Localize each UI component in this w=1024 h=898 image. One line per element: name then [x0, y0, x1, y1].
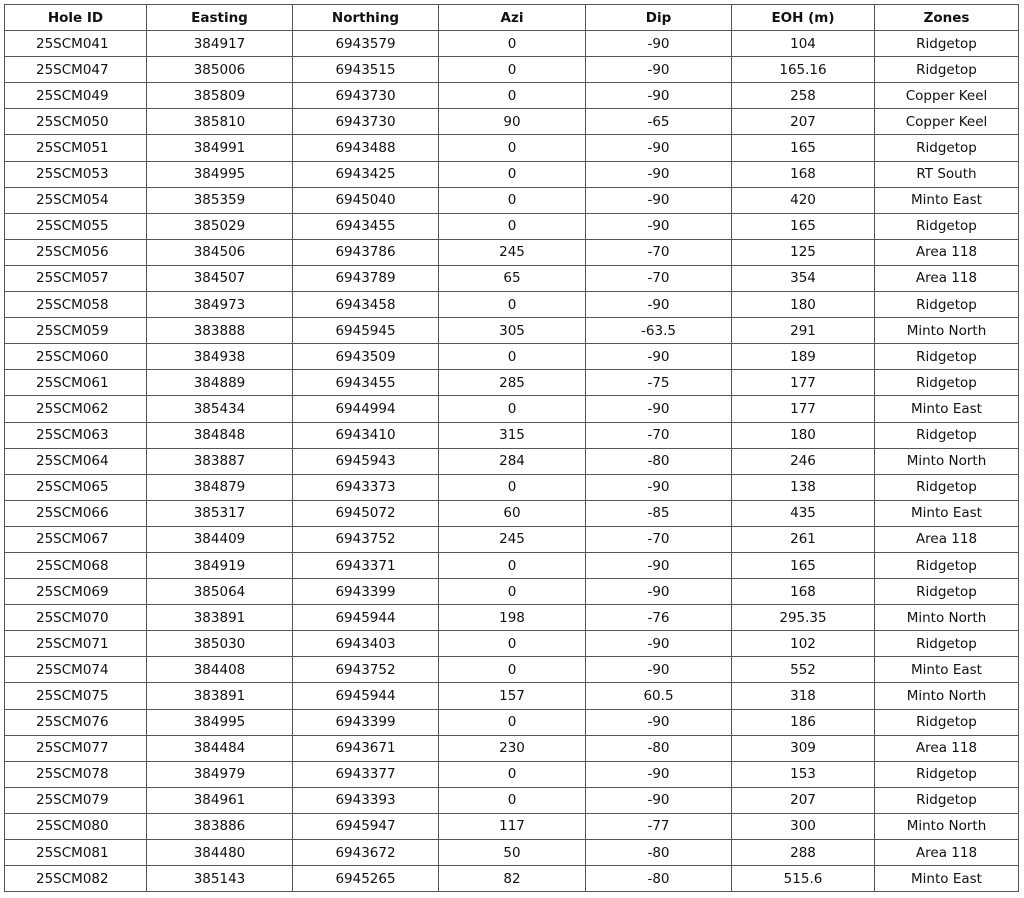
cell-azi: 0 [439, 135, 586, 161]
table-row [5, 813, 1019, 839]
cell-dip: 60.5 [586, 683, 732, 709]
cell-azi: 50 [439, 840, 586, 866]
cell-northing: 6945943 [293, 448, 439, 474]
cell-easting: 385064 [147, 579, 293, 605]
cell-northing: 6943730 [293, 83, 439, 109]
cell-easting: 383886 [147, 813, 293, 839]
cell-easting: 384506 [147, 239, 293, 265]
cell-zone: Ridgetop [875, 709, 1019, 735]
cell-eoh: 420 [732, 187, 875, 213]
cell-dip: -90 [586, 83, 732, 109]
cell-northing: 6945947 [293, 813, 439, 839]
cell-zone: Ridgetop [875, 370, 1019, 396]
cell-easting: 384961 [147, 787, 293, 813]
header-eoh: EOH (m) [732, 5, 875, 31]
cell-easting: 385809 [147, 83, 293, 109]
cell-easting: 384848 [147, 422, 293, 448]
cell-dip: -90 [586, 579, 732, 605]
cell-hole-id: 25SCM062 [5, 396, 147, 422]
cell-easting: 383891 [147, 683, 293, 709]
cell-hole-id: 25SCM058 [5, 292, 147, 318]
cell-northing: 6943455 [293, 370, 439, 396]
cell-azi: 315 [439, 422, 586, 448]
cell-azi: 0 [439, 57, 586, 83]
cell-dip: -80 [586, 840, 732, 866]
cell-zone: Area 118 [875, 239, 1019, 265]
cell-zone: Ridgetop [875, 787, 1019, 813]
cell-hole-id: 25SCM079 [5, 787, 147, 813]
cell-dip: -76 [586, 605, 732, 631]
cell-eoh: 180 [732, 292, 875, 318]
cell-northing: 6943410 [293, 422, 439, 448]
cell-northing: 6945944 [293, 605, 439, 631]
cell-dip: -90 [586, 657, 732, 683]
cell-easting: 384995 [147, 709, 293, 735]
table-row [5, 735, 1019, 761]
cell-eoh: 104 [732, 31, 875, 57]
cell-dip: -90 [586, 631, 732, 657]
cell-eoh: 309 [732, 735, 875, 761]
cell-azi: 0 [439, 31, 586, 57]
cell-dip: -90 [586, 787, 732, 813]
cell-azi: 0 [439, 187, 586, 213]
cell-easting: 385030 [147, 631, 293, 657]
table-row [5, 709, 1019, 735]
cell-eoh: 258 [732, 83, 875, 109]
table-row [5, 552, 1019, 578]
table-row [5, 422, 1019, 448]
cell-eoh: 354 [732, 265, 875, 291]
cell-hole-id: 25SCM077 [5, 735, 147, 761]
cell-zone: Minto East [875, 396, 1019, 422]
cell-zone: Ridgetop [875, 631, 1019, 657]
cell-northing: 6943458 [293, 292, 439, 318]
cell-dip: -70 [586, 239, 732, 265]
cell-dip: -90 [586, 213, 732, 239]
cell-zone: Ridgetop [875, 135, 1019, 161]
cell-zone: Ridgetop [875, 761, 1019, 787]
cell-zone: Area 118 [875, 265, 1019, 291]
cell-dip: -70 [586, 422, 732, 448]
cell-dip: -90 [586, 187, 732, 213]
table-row [5, 239, 1019, 265]
cell-hole-id: 25SCM055 [5, 213, 147, 239]
cell-azi: 0 [439, 761, 586, 787]
cell-easting: 384879 [147, 474, 293, 500]
cell-azi: 117 [439, 813, 586, 839]
cell-northing: 6943455 [293, 213, 439, 239]
cell-azi: 0 [439, 657, 586, 683]
table-row [5, 657, 1019, 683]
cell-zone: Minto North [875, 605, 1019, 631]
cell-easting: 385006 [147, 57, 293, 83]
header-zones: Zones [875, 5, 1019, 31]
cell-eoh: 102 [732, 631, 875, 657]
cell-dip: -80 [586, 448, 732, 474]
cell-northing: 6943373 [293, 474, 439, 500]
cell-azi: 0 [439, 552, 586, 578]
cell-northing: 6945072 [293, 500, 439, 526]
cell-zone: Ridgetop [875, 57, 1019, 83]
cell-hole-id: 25SCM050 [5, 109, 147, 135]
cell-azi: 305 [439, 318, 586, 344]
cell-eoh: 291 [732, 318, 875, 344]
table-row [5, 83, 1019, 109]
cell-hole-id: 25SCM075 [5, 683, 147, 709]
cell-eoh: 168 [732, 161, 875, 187]
cell-dip: -90 [586, 31, 732, 57]
cell-hole-id: 25SCM056 [5, 239, 147, 265]
cell-eoh: 180 [732, 422, 875, 448]
table-row [5, 396, 1019, 422]
cell-hole-id: 25SCM049 [5, 83, 147, 109]
cell-northing: 6943579 [293, 31, 439, 57]
cell-easting: 384507 [147, 265, 293, 291]
cell-eoh: 435 [732, 500, 875, 526]
cell-northing: 6943403 [293, 631, 439, 657]
cell-azi: 157 [439, 683, 586, 709]
cell-eoh: 125 [732, 239, 875, 265]
cell-eoh: 552 [732, 657, 875, 683]
cell-northing: 6943789 [293, 265, 439, 291]
cell-easting: 383891 [147, 605, 293, 631]
cell-azi: 0 [439, 709, 586, 735]
cell-easting: 384408 [147, 657, 293, 683]
cell-dip: -70 [586, 265, 732, 291]
cell-azi: 0 [439, 787, 586, 813]
cell-eoh: 246 [732, 448, 875, 474]
table-row [5, 318, 1019, 344]
cell-zone: Copper Keel [875, 109, 1019, 135]
cell-easting: 384889 [147, 370, 293, 396]
cell-eoh: 165.16 [732, 57, 875, 83]
table-row [5, 761, 1019, 787]
cell-hole-id: 25SCM076 [5, 709, 147, 735]
cell-zone: Copper Keel [875, 83, 1019, 109]
cell-easting: 384480 [147, 840, 293, 866]
cell-dip: -90 [586, 761, 732, 787]
table-body [5, 31, 1019, 892]
table-row [5, 161, 1019, 187]
table-row [5, 683, 1019, 709]
header-row [5, 5, 1019, 31]
cell-hole-id: 25SCM057 [5, 265, 147, 291]
cell-azi: 0 [439, 83, 586, 109]
table-row [5, 526, 1019, 552]
cell-northing: 6945040 [293, 187, 439, 213]
cell-easting: 384409 [147, 526, 293, 552]
cell-northing: 6943393 [293, 787, 439, 813]
cell-northing: 6943425 [293, 161, 439, 187]
cell-dip: -80 [586, 866, 732, 892]
table-row [5, 787, 1019, 813]
cell-easting: 385029 [147, 213, 293, 239]
cell-azi: 284 [439, 448, 586, 474]
cell-easting: 384938 [147, 344, 293, 370]
cell-hole-id: 25SCM082 [5, 866, 147, 892]
table-row [5, 866, 1019, 892]
cell-easting: 384973 [147, 292, 293, 318]
cell-azi: 65 [439, 265, 586, 291]
cell-eoh: 177 [732, 370, 875, 396]
table-row [5, 631, 1019, 657]
cell-easting: 384979 [147, 761, 293, 787]
cell-eoh: 165 [732, 213, 875, 239]
header-hole-id: Hole ID [5, 5, 147, 31]
cell-azi: 82 [439, 866, 586, 892]
cell-easting: 385434 [147, 396, 293, 422]
cell-zone: Ridgetop [875, 31, 1019, 57]
cell-northing: 6943399 [293, 709, 439, 735]
cell-dip: -90 [586, 344, 732, 370]
cell-dip: -90 [586, 57, 732, 83]
cell-zone: Minto East [875, 866, 1019, 892]
cell-eoh: 189 [732, 344, 875, 370]
cell-hole-id: 25SCM063 [5, 422, 147, 448]
cell-hole-id: 25SCM059 [5, 318, 147, 344]
cell-azi: 0 [439, 213, 586, 239]
cell-azi: 285 [439, 370, 586, 396]
cell-eoh: 186 [732, 709, 875, 735]
cell-dip: -90 [586, 552, 732, 578]
cell-azi: 0 [439, 344, 586, 370]
cell-eoh: 168 [732, 579, 875, 605]
cell-zone: Ridgetop [875, 552, 1019, 578]
cell-dip: -70 [586, 526, 732, 552]
cell-eoh: 207 [732, 109, 875, 135]
drill-table-container [4, 4, 1019, 892]
cell-northing: 6945265 [293, 866, 439, 892]
cell-northing: 6943515 [293, 57, 439, 83]
cell-azi: 90 [439, 109, 586, 135]
cell-hole-id: 25SCM065 [5, 474, 147, 500]
cell-easting: 384991 [147, 135, 293, 161]
table-row [5, 840, 1019, 866]
cell-northing: 6943399 [293, 579, 439, 605]
cell-easting: 384484 [147, 735, 293, 761]
cell-zone: Minto North [875, 448, 1019, 474]
cell-dip: -90 [586, 474, 732, 500]
cell-dip: -90 [586, 292, 732, 318]
cell-dip: -90 [586, 161, 732, 187]
cell-dip: -90 [586, 709, 732, 735]
cell-easting: 383888 [147, 318, 293, 344]
cell-dip: -80 [586, 735, 732, 761]
cell-easting: 385810 [147, 109, 293, 135]
table-row [5, 213, 1019, 239]
cell-northing: 6943488 [293, 135, 439, 161]
cell-zone: Minto East [875, 500, 1019, 526]
cell-northing: 6943730 [293, 109, 439, 135]
cell-zone: Area 118 [875, 840, 1019, 866]
table-row [5, 135, 1019, 161]
header-northing: Northing [293, 5, 439, 31]
table-row [5, 31, 1019, 57]
cell-hole-id: 25SCM078 [5, 761, 147, 787]
cell-hole-id: 25SCM081 [5, 840, 147, 866]
cell-hole-id: 25SCM053 [5, 161, 147, 187]
cell-easting: 385317 [147, 500, 293, 526]
table-row [5, 292, 1019, 318]
cell-hole-id: 25SCM069 [5, 579, 147, 605]
cell-hole-id: 25SCM070 [5, 605, 147, 631]
cell-hole-id: 25SCM064 [5, 448, 147, 474]
header-dip: Dip [586, 5, 732, 31]
cell-eoh: 138 [732, 474, 875, 500]
cell-zone: RT South [875, 161, 1019, 187]
cell-easting: 384919 [147, 552, 293, 578]
header-azi: Azi [439, 5, 586, 31]
cell-northing: 6943672 [293, 840, 439, 866]
cell-easting: 385143 [147, 866, 293, 892]
cell-zone: Area 118 [875, 735, 1019, 761]
cell-zone: Minto East [875, 187, 1019, 213]
cell-dip: -63.5 [586, 318, 732, 344]
cell-northing: 6945945 [293, 318, 439, 344]
cell-zone: Area 118 [875, 526, 1019, 552]
table-row [5, 605, 1019, 631]
cell-zone: Ridgetop [875, 213, 1019, 239]
cell-hole-id: 25SCM060 [5, 344, 147, 370]
cell-eoh: 165 [732, 135, 875, 161]
table-row [5, 579, 1019, 605]
cell-hole-id: 25SCM074 [5, 657, 147, 683]
cell-azi: 60 [439, 500, 586, 526]
table-row [5, 474, 1019, 500]
table-row [5, 57, 1019, 83]
cell-northing: 6943752 [293, 657, 439, 683]
cell-hole-id: 25SCM041 [5, 31, 147, 57]
cell-zone: Ridgetop [875, 344, 1019, 370]
cell-hole-id: 25SCM067 [5, 526, 147, 552]
table-row [5, 500, 1019, 526]
cell-zone: Minto North [875, 683, 1019, 709]
cell-azi: 230 [439, 735, 586, 761]
header-easting: Easting [147, 5, 293, 31]
cell-eoh: 288 [732, 840, 875, 866]
cell-eoh: 261 [732, 526, 875, 552]
table-row [5, 265, 1019, 291]
cell-northing: 6943752 [293, 526, 439, 552]
drill-hole-table [4, 4, 1019, 892]
cell-hole-id: 25SCM071 [5, 631, 147, 657]
cell-eoh: 207 [732, 787, 875, 813]
cell-azi: 0 [439, 631, 586, 657]
cell-dip: -65 [586, 109, 732, 135]
cell-dip: -77 [586, 813, 732, 839]
cell-northing: 6943377 [293, 761, 439, 787]
cell-easting: 385359 [147, 187, 293, 213]
cell-zone: Ridgetop [875, 474, 1019, 500]
cell-azi: 0 [439, 474, 586, 500]
cell-zone: Ridgetop [875, 292, 1019, 318]
cell-azi: 0 [439, 292, 586, 318]
cell-zone: Minto North [875, 813, 1019, 839]
cell-easting: 384995 [147, 161, 293, 187]
table-row [5, 370, 1019, 396]
table-row [5, 109, 1019, 135]
cell-zone: Ridgetop [875, 579, 1019, 605]
table-row [5, 448, 1019, 474]
cell-hole-id: 25SCM051 [5, 135, 147, 161]
table-row [5, 344, 1019, 370]
cell-northing: 6944994 [293, 396, 439, 422]
cell-zone: Ridgetop [875, 422, 1019, 448]
cell-zone: Minto East [875, 657, 1019, 683]
cell-northing: 6943786 [293, 239, 439, 265]
cell-azi: 245 [439, 526, 586, 552]
cell-easting: 384917 [147, 31, 293, 57]
cell-northing: 6943371 [293, 552, 439, 578]
cell-eoh: 515.6 [732, 866, 875, 892]
cell-northing: 6943671 [293, 735, 439, 761]
cell-dip: -75 [586, 370, 732, 396]
cell-easting: 383887 [147, 448, 293, 474]
cell-azi: 198 [439, 605, 586, 631]
cell-dip: -90 [586, 396, 732, 422]
cell-northing: 6943509 [293, 344, 439, 370]
table-row [5, 187, 1019, 213]
cell-hole-id: 25SCM047 [5, 57, 147, 83]
cell-dip: -90 [586, 135, 732, 161]
cell-eoh: 300 [732, 813, 875, 839]
cell-eoh: 318 [732, 683, 875, 709]
cell-hole-id: 25SCM066 [5, 500, 147, 526]
cell-hole-id: 25SCM068 [5, 552, 147, 578]
cell-azi: 0 [439, 579, 586, 605]
cell-eoh: 165 [732, 552, 875, 578]
cell-hole-id: 25SCM080 [5, 813, 147, 839]
cell-eoh: 295.35 [732, 605, 875, 631]
cell-dip: -85 [586, 500, 732, 526]
cell-eoh: 153 [732, 761, 875, 787]
cell-northing: 6945944 [293, 683, 439, 709]
cell-hole-id: 25SCM054 [5, 187, 147, 213]
cell-eoh: 177 [732, 396, 875, 422]
cell-azi: 245 [439, 239, 586, 265]
cell-azi: 0 [439, 396, 586, 422]
cell-hole-id: 25SCM061 [5, 370, 147, 396]
cell-azi: 0 [439, 161, 586, 187]
cell-zone: Minto North [875, 318, 1019, 344]
